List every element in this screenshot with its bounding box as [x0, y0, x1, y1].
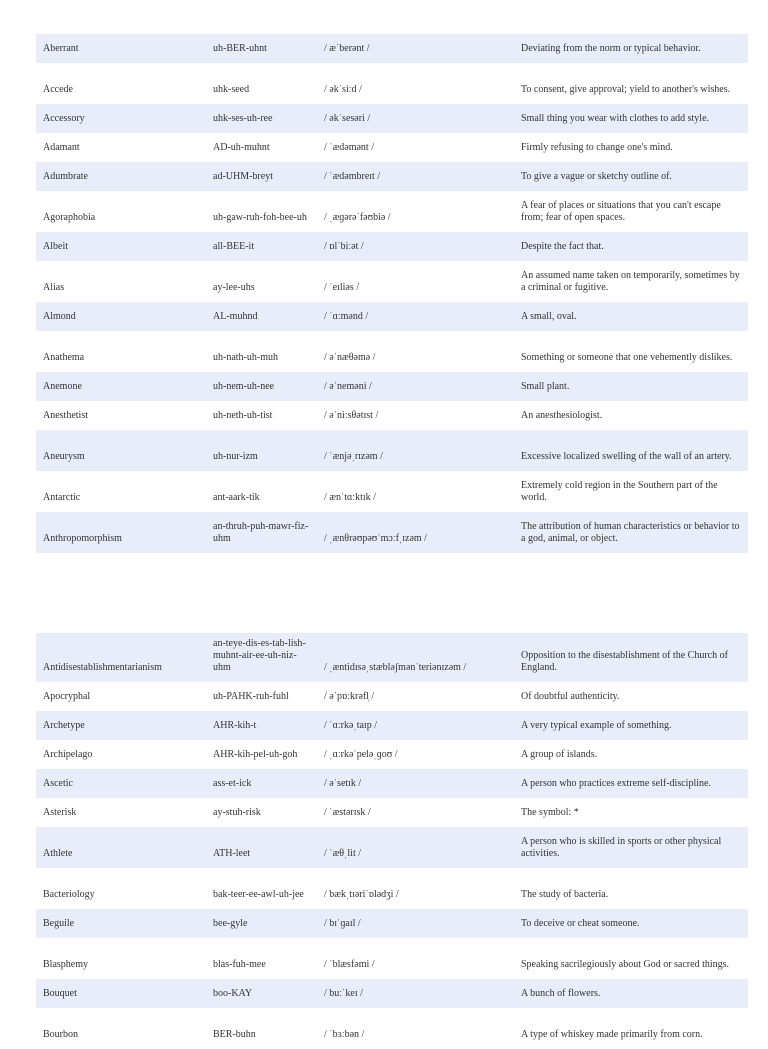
pronunciation-cell: ATH-leet	[213, 848, 251, 859]
word-cell: Blasphemy	[43, 959, 88, 970]
pronunciation-cell: AHR-kih-pel-uh-goh	[213, 749, 298, 760]
table-row	[36, 740, 748, 769]
word-cell: Archipelago	[43, 749, 93, 760]
word-cell: Asterisk	[43, 807, 77, 818]
table-row	[36, 302, 748, 331]
pronunciation-cell: ad-UHM-breyt	[213, 171, 273, 182]
word-cell: Bacteriology	[43, 889, 95, 900]
pronunciation-cell: uh-nem-uh-nee	[213, 381, 275, 392]
pronunciation-cell: blas-fuh-mee	[213, 959, 266, 970]
table-row	[36, 769, 748, 798]
definition-cell: A type of whiskey made primarily from corn.	[521, 1029, 703, 1040]
pronunciation-cell: uhk-ses-uh-ree	[213, 113, 273, 124]
word-cell: Bouquet	[43, 988, 77, 999]
pronunciation-cell: uh-BER-uhnt	[213, 43, 267, 54]
table-row	[36, 191, 748, 232]
word-cell: Accessory	[43, 113, 85, 124]
pronunciation-cell: all-BEE-it	[213, 241, 255, 252]
definition-cell: Excessive localized swelling of the wall of an artery.	[521, 451, 732, 462]
definition-cell: Small thing you wear with clothes to add style.	[521, 113, 710, 124]
table-row	[36, 711, 748, 740]
ipa-cell: / ˈæθˌlit /	[324, 848, 362, 859]
word-cell: Accede	[43, 84, 73, 95]
definition-cell: Despite the fact that.	[521, 241, 604, 252]
definition-cell: The study of bacteria.	[521, 889, 609, 900]
definition-cell: An anesthesiologist.	[521, 410, 603, 421]
ipa-cell: / ænˈtɑːktɪk /	[324, 492, 376, 503]
definition-cell: The symbol: *	[521, 807, 579, 818]
definition-cell: A group of islands.	[521, 749, 598, 760]
pronunciation-cell: AD-uh-muhnt	[213, 142, 270, 153]
word-cell: Athlete	[43, 848, 73, 859]
ipa-cell: / ˈædəmənt /	[324, 142, 374, 153]
ipa-cell: / əkˈsiːd /	[324, 84, 362, 95]
table-row	[36, 827, 748, 868]
table-row	[36, 34, 748, 63]
ipa-cell: / buːˈkeɪ /	[324, 988, 363, 999]
word-cell: Ascetic	[43, 778, 73, 789]
pronunciation-cell: uh-PAHK-ruh-fuhl	[213, 691, 289, 702]
table-row	[36, 682, 748, 711]
word-cell: Anathema	[43, 352, 85, 363]
pronunciation-cell: AL-muhnd	[213, 311, 258, 322]
table-row	[36, 1008, 748, 1049]
pronunciation-cell: uh-gaw-ruh-foh-bee-uh	[213, 212, 307, 223]
definition-cell: A person who practices extreme self-discipline.	[521, 778, 711, 789]
table-row	[36, 133, 748, 162]
word-cell: Adamant	[43, 142, 80, 153]
ipa-cell: / æˈberənt /	[324, 43, 370, 54]
pronunciation-cell: ant-aark-tik	[213, 492, 260, 503]
word-cell: Antidisestablishmentarianism	[43, 662, 162, 673]
ipa-cell: / ˈɑːmənd /	[324, 311, 369, 322]
table-row	[36, 232, 748, 261]
word-cell: Antarctic	[43, 492, 81, 503]
table-row	[36, 104, 748, 133]
ipa-cell: / bækˌtɪəriˈɒlədʒi /	[324, 889, 399, 900]
ipa-cell: / ˌæɡərəˈfəʊbiə /	[324, 212, 391, 223]
word-cell: Agoraphobia	[43, 212, 96, 223]
ipa-cell: / əkˈsesəri /	[324, 113, 371, 124]
word-cell: Albeit	[43, 241, 68, 252]
definition-cell: Small plant.	[521, 381, 570, 392]
ipa-cell: / ˌɑːrkəˈpeləˌɡoʊ /	[324, 749, 398, 760]
vocabulary-table-2	[36, 633, 748, 1049]
ipa-cell: / ˌænθrəʊpəʊˈmɔːfˌɪzəm /	[324, 533, 427, 544]
pronunciation-cell: bak-teer-ee-awl-uh-jee	[213, 889, 304, 900]
word-cell: Apocryphal	[43, 691, 91, 702]
table-row	[36, 868, 748, 909]
ipa-cell: / ˈænjəˌrɪzəm /	[324, 451, 383, 462]
table-row	[36, 372, 748, 401]
ipa-cell: / ˈbɜːbən /	[324, 1029, 365, 1040]
pronunciation-cell: an-thruh-puh-mawr-fiz-uhm	[213, 521, 309, 544]
pronunciation-cell: boo-KAY	[213, 988, 253, 999]
table-row	[36, 331, 748, 372]
definition-cell: A small, oval.	[521, 311, 577, 322]
word-cell: Adumbrate	[43, 171, 88, 182]
definition-cell: To give a vague or sketchy outline of.	[521, 171, 672, 182]
word-cell: Beguile	[43, 918, 75, 929]
pronunciation-cell: ass-et-ick	[213, 778, 252, 789]
definition-cell: A person who is skilled in sports or other physical activities.	[521, 836, 722, 859]
definition-cell: Extremely cold region in the Southern part of the world.	[521, 480, 718, 503]
definition-cell: Speaking sacrilegiously about God or sacred things.	[521, 959, 730, 970]
pronunciation-cell: ay-lee-uhs	[213, 282, 255, 293]
table-row	[36, 979, 748, 1008]
table-row	[36, 512, 748, 553]
table-row	[36, 471, 748, 512]
ipa-cell: / ˌæntidɪsəˌstæbləʃmənˈteriənɪzəm /	[324, 662, 467, 673]
definition-cell: A fear of places or situations that you can't escape from; fear of open spaces.	[521, 200, 721, 223]
pronunciation-cell: bee-gyle	[213, 918, 248, 929]
table-row	[36, 798, 748, 827]
word-cell: Aberrant	[43, 43, 79, 54]
ipa-cell: / əˈneməni /	[324, 381, 372, 392]
table-row	[36, 63, 748, 104]
ipa-cell: / ˈeɪliəs /	[324, 282, 359, 293]
table-row	[36, 430, 748, 471]
word-cell: Almond	[43, 311, 76, 322]
word-cell: Alias	[43, 282, 65, 293]
definition-cell: To deceive or cheat someone.	[521, 918, 640, 929]
ipa-cell: / ˈɑːrkəˌtaɪp /	[324, 720, 377, 731]
word-cell: Archetype	[43, 720, 85, 731]
word-cell: Anesthetist	[43, 410, 88, 421]
word-cell: Bourbon	[43, 1029, 78, 1040]
vocabulary-table-1	[36, 34, 748, 553]
pronunciation-cell: ay-stuh-risk	[213, 807, 261, 818]
ipa-cell: / ɒlˈbiːət /	[324, 241, 364, 252]
ipa-cell: / ˈblæsfəmi /	[324, 959, 375, 970]
pronunciation-cell: uh-nath-uh-muh	[213, 352, 278, 363]
ipa-cell: / əˈpɒːkrəfl̩ /	[324, 691, 375, 702]
ipa-cell: / əˈniːsθətɪst /	[324, 410, 379, 421]
table-row	[36, 633, 748, 682]
definition-cell: Firmly refusing to change one's mind.	[521, 142, 673, 153]
pronunciation-cell: uh-nur-izm	[213, 451, 258, 462]
definition-cell: Deviating from the norm or typical behavior.	[521, 43, 701, 54]
ipa-cell: / əˈnæθəmə /	[324, 352, 376, 363]
definition-cell: To consent, give approval; yield to another's wishes.	[521, 84, 731, 95]
table-row	[36, 162, 748, 191]
definition-cell: An assumed name taken on temporarily, sometimes by a criminal or fugitive.	[521, 270, 740, 293]
ipa-cell: / ˈædəmbreɪt /	[324, 171, 381, 182]
definition-cell: A bunch of flowers.	[521, 988, 601, 999]
pronunciation-cell: an-teye-dis-es-tab-lish-muhnt-air-ee-uh-niz-uhm	[213, 638, 306, 673]
word-cell: Anemone	[43, 381, 82, 392]
word-cell: Aneurysm	[43, 451, 85, 462]
ipa-cell: / ˈæstərɪsk /	[324, 807, 371, 818]
table-row	[36, 909, 748, 938]
definition-cell: Of doubtful authenticity.	[521, 691, 620, 702]
definition-cell: Something or someone that one vehemently dislikes.	[521, 352, 733, 363]
ipa-cell: / bɪˈɡaɪl /	[324, 918, 361, 929]
definition-cell: The attribution of human characteristics or behavior to a god, animal, or object.	[521, 521, 740, 544]
pronunciation-cell: uhk-seed	[213, 84, 250, 95]
definition-cell: Opposition to the disestablishment of the Church of England.	[521, 650, 728, 673]
word-cell: Anthropomorphism	[43, 533, 122, 544]
table-row	[36, 938, 748, 979]
definition-cell: A very typical example of something.	[521, 720, 672, 731]
pronunciation-cell: uh-neth-uh-tist	[213, 410, 273, 421]
pronunciation-cell: BER-buhn	[213, 1029, 256, 1040]
ipa-cell: / əˈsetɪk /	[324, 778, 362, 789]
table-row	[36, 261, 748, 302]
table-row	[36, 401, 748, 430]
pronunciation-cell: AHR-kih-t	[213, 720, 257, 731]
